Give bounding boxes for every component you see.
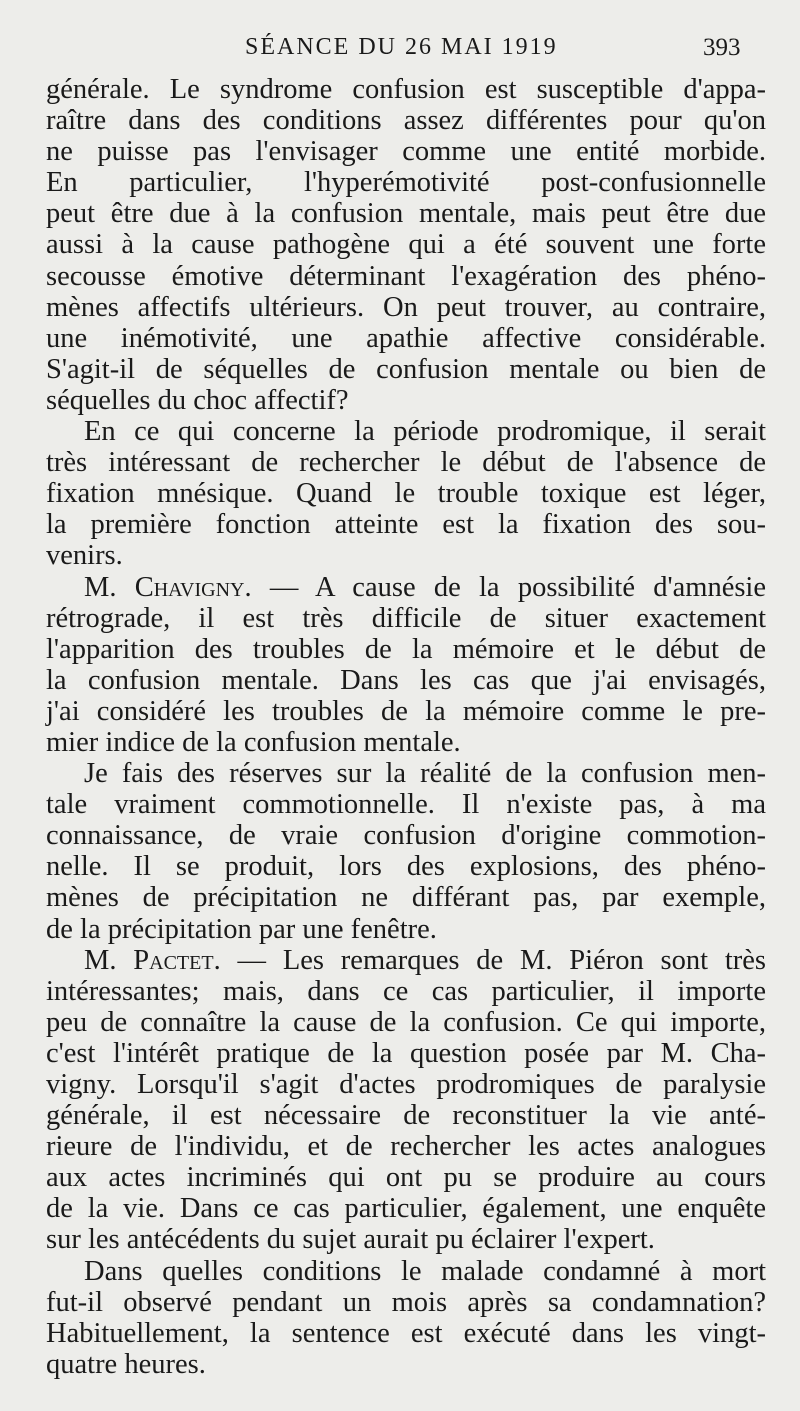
text-line	[46, 198, 766, 229]
text-line	[46, 572, 766, 603]
text-line	[46, 789, 766, 820]
text-line	[46, 447, 766, 478]
line-text: — Les remarques de M. Piéron sont très	[220, 944, 767, 976]
line-text: la confusion mentale. Dans les cas que j'ai envisagés,	[46, 664, 766, 696]
text-line	[46, 74, 766, 105]
text-line	[46, 634, 766, 665]
speaker-name: M. Pactet.	[84, 944, 221, 976]
speaker-name: M. Chavigny.	[84, 571, 252, 603]
line-text: En particulier, l'hyperémotivité post-confusionnelle	[46, 167, 766, 199]
line-text: générale. Le syndrome confusion est susceptible d'appa-	[46, 74, 766, 105]
text-line	[46, 1256, 766, 1287]
line-text: Habituellement, la sentence est exécuté dans les vingt-	[46, 1317, 766, 1349]
page-number: 393	[703, 34, 741, 61]
text-line	[46, 914, 766, 945]
line-text: raître dans des conditions assez différentes pour qu'on	[46, 105, 766, 137]
line-text: Je fais des réserves sur la réalité de la confusion men-	[84, 758, 766, 790]
text-line	[46, 105, 766, 136]
line-text: mènes affectifs ultérieurs. On peut trouver, au contraire,	[46, 291, 766, 323]
line-text: venirs.	[46, 540, 123, 572]
page-header	[0, 34, 800, 70]
line-text: En ce qui concerne la période prodromique, il serait	[84, 416, 766, 448]
text-line	[46, 167, 766, 198]
line-text: très intéressant de rechercher le début de l'absence de	[46, 447, 766, 479]
line-text: S'agit-il de séquelles de confusion mentale ou bien de	[46, 353, 766, 385]
line-text: l'apparition des troubles de la mémoire et le début de	[46, 633, 766, 665]
line-text: de la vie. Dans ce cas particulier, également, une enquête	[46, 1193, 766, 1225]
text-line	[46, 1100, 766, 1131]
text-line	[46, 1193, 766, 1224]
text-line	[46, 820, 766, 851]
text-line	[46, 1162, 766, 1193]
text-line	[46, 416, 766, 447]
line-text: générale, il est nécessaire de reconstituer la vie anté-	[46, 1100, 766, 1132]
line-text: la première fonction atteinte est la fixation des sou-	[46, 509, 766, 541]
text-line	[46, 540, 766, 571]
text-line	[46, 1349, 766, 1380]
line-text: mier indice de la confusion mentale.	[46, 726, 461, 758]
line-text: Dans quelles conditions le malade condamné à mort	[84, 1255, 766, 1287]
text-line	[46, 1318, 766, 1349]
line-text: ne puisse pas l'envisager comme une entité morbide.	[46, 136, 766, 168]
text-line	[46, 851, 766, 882]
line-text: nelle. Il se produit, lors des explosions, des phéno-	[46, 851, 766, 883]
line-text: intéressantes; mais, dans ce cas particulier, il importe	[46, 975, 766, 1007]
line-text: c'est l'intérêt pratique de la question posée par M. Cha-	[46, 1037, 766, 1069]
line-text: mènes de précipitation ne différant pas, par exemple,	[46, 882, 766, 914]
line-text: rétrograde, il est très difficile de situer exactement	[46, 602, 766, 634]
text-line	[46, 292, 766, 323]
text-line	[46, 945, 766, 976]
line-text: secousse émotive déterminant l'exagération des phéno-	[46, 260, 766, 292]
text-line	[46, 385, 766, 416]
line-text: une inémotivité, une apathie affective considérable.	[46, 322, 766, 354]
text-line	[46, 229, 766, 260]
text-line	[46, 136, 766, 167]
line-text: quatre heures.	[46, 1348, 206, 1380]
text-line	[46, 1038, 766, 1069]
text-line	[46, 1131, 766, 1162]
line-text: sur les antécédents du sujet aurait pu éclairer l'expert.	[46, 1224, 655, 1256]
line-text: séquelles du choc affectif?	[46, 384, 349, 416]
text-line	[46, 478, 766, 509]
body-text	[46, 74, 766, 1380]
line-text: aux actes incriminés qui ont pu se produire au cours	[46, 1162, 766, 1194]
text-line	[46, 323, 766, 354]
line-text: fut-il observé pendant un mois après sa condamnation?	[46, 1286, 766, 1318]
text-line	[46, 1069, 766, 1100]
line-text: — A cause de la possibilité d'amnésie	[251, 571, 767, 603]
text-line	[46, 1224, 766, 1255]
line-text: aussi à la cause pathogène qui a été souvent une forte	[46, 229, 766, 261]
text-line	[46, 509, 766, 540]
running-title: SÉANCE DU 26 MAI 1919	[245, 34, 558, 60]
line-text: fixation mnésique. Quand le trouble toxique est léger,	[46, 478, 766, 510]
line-text: peu de connaître la cause de la confusion. Ce qui importe,	[46, 1006, 766, 1038]
text-line	[46, 976, 766, 1007]
line-text: rieure de l'individu, et de rechercher les actes analogues	[46, 1131, 766, 1163]
line-text: de la précipitation par une fenêtre.	[46, 913, 437, 945]
text-line	[46, 727, 766, 758]
text-line	[46, 603, 766, 634]
text-line	[46, 758, 766, 789]
text-line	[46, 1007, 766, 1038]
line-text: tale vraiment commotionnelle. Il n'existe pas, à ma	[46, 789, 766, 821]
line-text: vigny. Lorsqu'il s'agit d'actes prodromiques de paralysie	[46, 1069, 766, 1100]
text-line	[46, 1287, 766, 1318]
line-text: j'ai considéré les troubles de la mémoire comme le pre-	[46, 695, 766, 727]
text-line	[46, 665, 766, 696]
text-line	[46, 882, 766, 913]
text-line	[46, 696, 766, 727]
line-text: connaissance, de vraie confusion d'origine commotion-	[46, 820, 766, 852]
line-text: peut être due à la confusion mentale, mais peut être due	[46, 198, 766, 230]
text-line	[46, 354, 766, 385]
text-line	[46, 261, 766, 292]
